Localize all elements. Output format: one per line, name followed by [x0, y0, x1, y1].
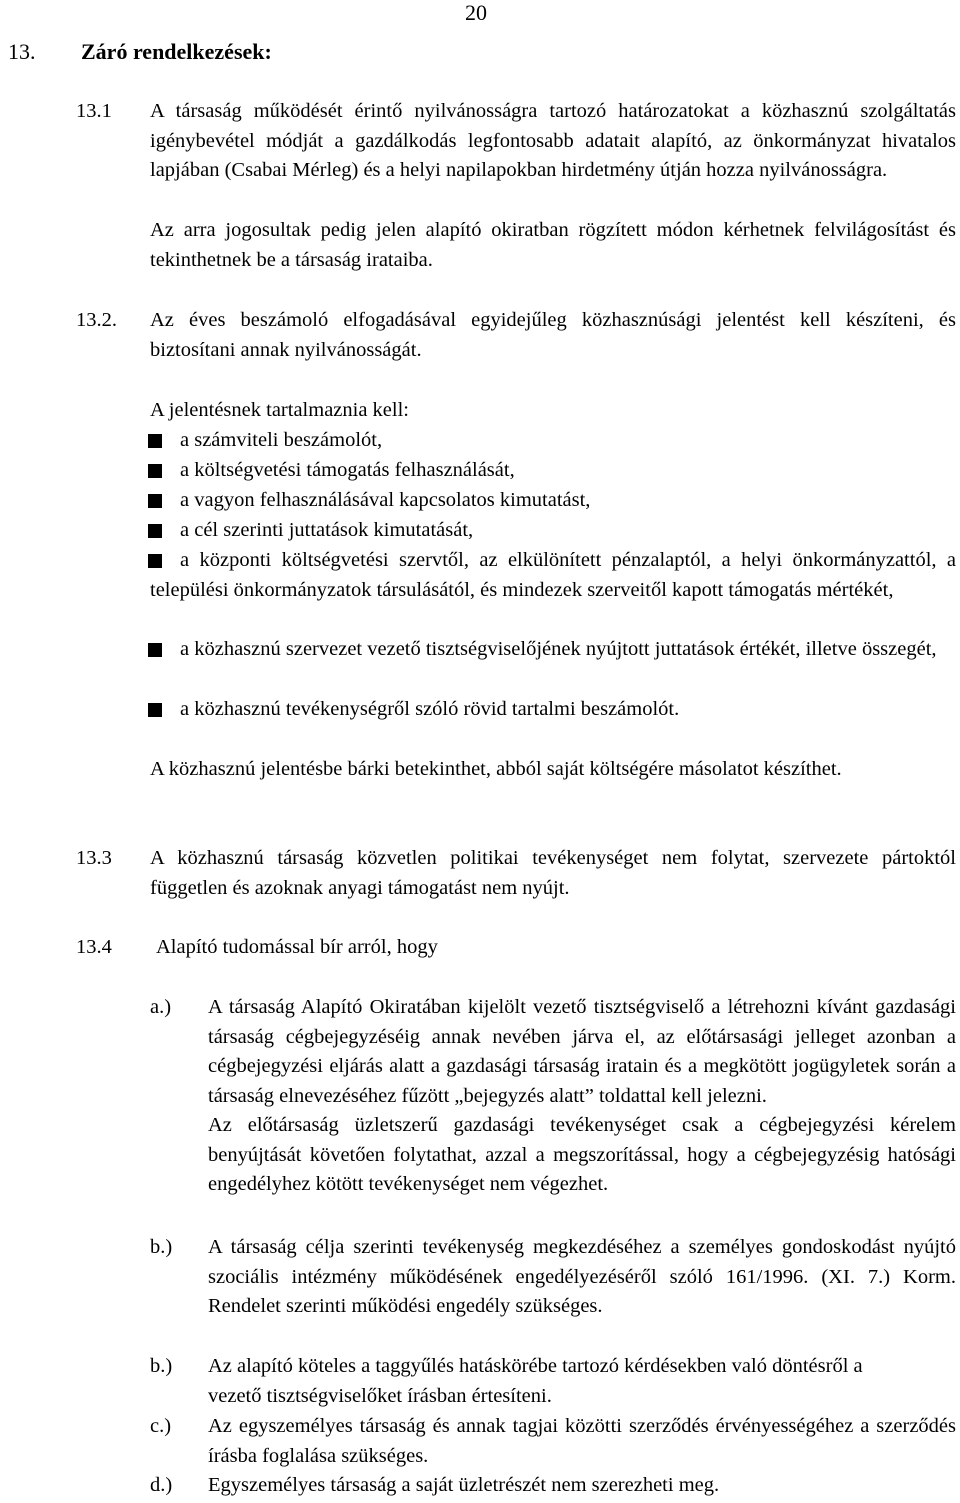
clause-item — [150, 1412, 956, 1471]
bullet-text: a közhasznú szervezet vezető tisztségviselőjének nyújtott juttatások értékét, illetve összegét, — [180, 638, 937, 660]
item-text: Egyszemélyes társaság a saját üzletrészét nem szerezheti meg. — [208, 1474, 720, 1496]
item-label: d.) — [150, 1474, 173, 1496]
report-bullet — [150, 635, 956, 665]
clause-13-3-number: 13.3 — [76, 847, 112, 869]
section-heading — [8, 37, 272, 67]
section-number: 13. — [8, 39, 36, 64]
page-number: 20 — [465, 0, 487, 25]
square-bullet-icon — [148, 434, 162, 448]
item-text: Az alapító köteles a taggyűlés hatáskörébe tartozó kérdésekben való döntésről a vezető tisztségviselőket írásban értesíteni. — [208, 1355, 863, 1407]
square-bullet-icon — [148, 524, 162, 538]
bullet-text: a közhasznú tevékenységről szóló rövid tartalmi beszámolót. — [180, 698, 680, 720]
item-text: A társaság Alapító Okiratában kijelölt vezető tisztségviselő a létrehozni kívánt gazdasági társaság cégbejegyzéséig annak nevében járva el, az előtársasági jelleget azonban a cégbejegyzési eljárás alatt a gazdasági társaság iratain és a megkötött jogügyletek során a társaság elnevezéséhez fűzött „bejegyzés alatt” toldattal kell jelezni. — [208, 996, 956, 1107]
bullet-text: a központi költségvetési szervtől, az elkülönített pénzalaptól, a helyi önkormányzattól, a települési önkormányzatok társulásától, és mindezek szerveitől kapott támogatás mértékét, — [150, 549, 956, 601]
clause-item — [150, 993, 956, 1200]
item-label: a.) — [150, 996, 172, 1018]
clause-13-1-paragraph: A társaság működését érintő nyilvánosságra tartozó határozatokat a közhasznú szolgáltatás igénybevétel módját a gazdálkodás legfontosabb adatait alapító, az önkormányzat hivatalos lapjában (Csabai Mérleg) és a helyi napilapokban hirdetmény útján hozza nyilvánosságra. — [150, 100, 956, 181]
clause-item — [150, 1471, 956, 1501]
clause-item — [150, 1352, 956, 1411]
item-text: A társaság célja szerinti tevékenység megkezdéséhez a személyes gondoskodást nyújtó szociális intézmény működésének engedélyezéséről szóló 161/1996. (XI. 7.) Korm. Rendelet szerinti működési engedély szükséges. — [208, 1236, 956, 1317]
clause-13-2-number: 13.2. — [76, 309, 117, 331]
bullet-text: a vagyon felhasználásával kapcsolatos kimutatást, — [180, 489, 591, 511]
item-text: Az egyszemélyes társaság és annak tagjai közötti szerződés érvényességéhez a szerződés írásba foglalása szükséges. — [208, 1415, 956, 1467]
section-title: Záró rendelkezések: — [81, 39, 272, 64]
item-text-2: Az előtársaság üzletszerű gazdasági tevékenységet csak a cégbejegyzési kérelem benyújtását követően folytathat, azzal a megszorítással, hogy a cégbejegyzésig hatósági engedélyhez kötött tevékenységet nem végezhet. — [208, 1114, 956, 1195]
report-contents-intro: A jelentésnek tartalmaznia kell: — [150, 399, 409, 421]
report-bullet — [150, 516, 956, 546]
square-bullet-icon — [148, 703, 162, 717]
clause-13-3-paragraph: A közhasznú társaság közvetlen politikai tevékenységet nem folytat, szervezete pártoktól független és azoknak anyagi támogatást nem nyújt. — [150, 847, 956, 899]
item-label: c.) — [150, 1415, 172, 1437]
bullet-text: a számviteli beszámolót, — [180, 429, 383, 451]
clause-13-2-paragraph-2: A közhasznú jelentésbe bárki betekinthet, abból saját költségére másolatot készíthet. — [150, 758, 842, 780]
square-bullet-icon — [148, 643, 162, 657]
bullet-text: a költségvetési támogatás felhasználását, — [180, 459, 515, 481]
clause-13-2-paragraph: Az éves beszámoló elfogadásával egyidejűleg közhasznúsági jelentést kell készíteni, és biztosítani annak nyilvánosságát. — [150, 309, 956, 361]
report-bullet — [150, 695, 956, 725]
report-bullet — [150, 426, 956, 456]
clause-13-4-paragraph: Alapító tudomással bír arról, hogy — [156, 936, 438, 958]
clause-13-1-paragraph-2: Az arra jogosultak pedig jelen alapító okiratban rögzített módon kérhetnek felvilágosítást és tekinthetnek be a társaság irataiba. — [150, 219, 956, 271]
clause-13-4-number: 13.4 — [76, 936, 112, 958]
report-bullet — [150, 546, 956, 605]
report-bullet — [150, 456, 956, 486]
item-label: b.) — [150, 1236, 173, 1258]
bullet-text: a cél szerinti juttatások kimutatását, — [180, 519, 474, 541]
clause-item — [150, 1233, 956, 1322]
item-label: b.) — [150, 1355, 173, 1377]
square-bullet-icon — [148, 464, 162, 478]
report-bullet — [150, 486, 956, 516]
clause-13-1-number: 13.1 — [76, 100, 112, 122]
square-bullet-icon — [148, 494, 162, 508]
square-bullet-icon — [148, 554, 162, 568]
